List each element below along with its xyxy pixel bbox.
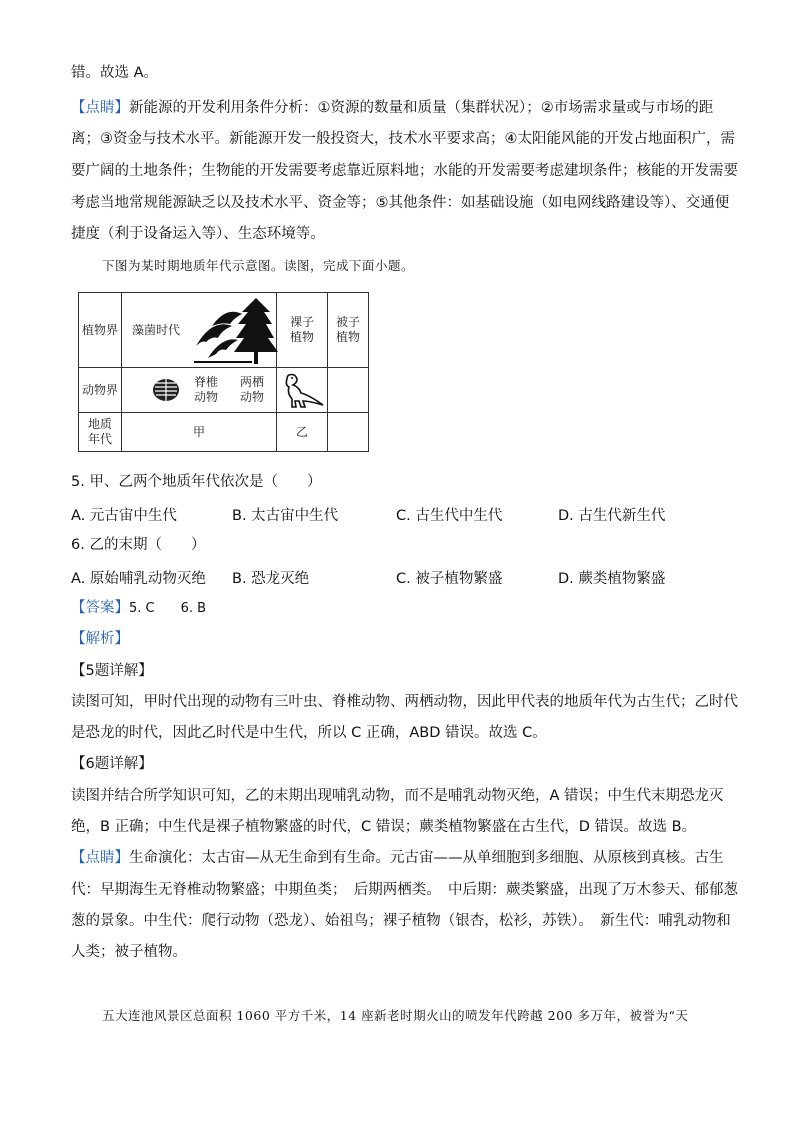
text-line: 要广阔的土地条件；生物能的开发需要考虑靠近原料地；水能的开发需要考虑建坝条件；核能的开发需要 (71, 163, 738, 179)
answer-text: 5. C 6. B (129, 601, 207, 616)
dinosaur-cell (277, 368, 327, 412)
plant-kingdom-label: 植物界 (81, 322, 118, 337)
algae-era-label: 藻菌时代 (132, 323, 181, 337)
answer-tag: 【答案】 (71, 600, 129, 616)
q6-option-a: A. 原始哺乳动物灭绝 (71, 571, 206, 587)
question-6-stem: 6. 乙的末期（ ） (71, 537, 206, 553)
question-5-stem: 5. 甲、乙两个地质年代依次是（ ） (71, 474, 322, 490)
point-text: 新能源的开发利用条件分析：①资源的数量和质量（集群状况）；②市场需求量或与市场的距 (129, 100, 714, 116)
q5-option-b: B. 太古宙中生代 (232, 508, 339, 524)
trilobite-icon (150, 375, 182, 405)
angiosperm-label: 被子 植物 (335, 315, 360, 344)
era-yi: 乙 (295, 424, 308, 439)
text-line: 捷度（利于设备运入等）、生态环境等。 (71, 226, 325, 242)
q6-option-b: B. 恐龙灭绝 (232, 571, 310, 587)
text-line: 考虑当地常规能源缺乏以及技术水平、资金等；⑤其他条件：如基础设施（如电网线路建设等）、交通便 (71, 195, 730, 211)
text-line: 离；③资金与技术水平。新能源开发一般投资大，技术水平要求高；④太阳能风能的开发占地面积广，需 (71, 131, 735, 147)
amphibian-label: 两栖 动物 (240, 375, 265, 404)
fern-forest-icon (192, 296, 278, 366)
answer-line (71, 598, 206, 619)
era-label: 地质 年代 (87, 417, 112, 446)
q6-option-d: D. 蕨类植物繁盛 (558, 571, 666, 587)
q6-option-c: C. 被子植物繁盛 (396, 571, 503, 587)
text-line: 读图可知，甲时代出现的动物有三叶虫、脊椎动物、两栖动物，因此甲代表的地质年代为古生代；乙时代 (71, 694, 738, 710)
dinosaur-icon (279, 371, 325, 409)
animal-kingdom-label: 动物界 (81, 382, 118, 397)
point-text: 生命演化：太古宙—从无生命到有生命。元古宙——从单细胞到多细胞、从原核到真核。古生 (129, 850, 724, 866)
question-intro: 下图为某时期地质年代示意图。读图，完成下面小题。 (102, 258, 415, 273)
animal-cell (122, 368, 276, 412)
era-jia: 甲 (192, 424, 205, 439)
analysis-tag: 【解析】 (71, 631, 129, 647)
empty-cell (328, 368, 368, 412)
text-line: 绝，B 正确；中生代是裸子植物繁盛的时代，C 错误；蕨类植物繁盛在古生代，D 错误。故选 B。 (71, 819, 697, 835)
point-tag: 【点睛】 (71, 850, 129, 866)
text-line: 错。故选 A。 (71, 65, 159, 81)
text-line: 读图并结合所学知识可知，乙的末期出现哺乳动物，而不是哺乳动物灭绝，A 错误；中生代末期恐龙灭 (71, 788, 724, 804)
q5-option-d: D. 古生代新生代 (558, 508, 666, 524)
text-line: 是恐龙的时代，因此乙时代是中生代，所以 C 正确，ABD 错误。故选 C。 (71, 725, 547, 741)
empty-cell (328, 413, 368, 451)
text-line: 代：早期海生无脊椎动物繁盛；中期鱼类； 后期两栖类。 中后期：蕨类繁盛，出现了万木参天、郁郁葱 (71, 882, 738, 898)
gymnosperm-label: 裸子 植物 (289, 315, 314, 344)
next-question-intro: 五大连池风景区总面积 1060 平方千米，14 座新老时期火山的喷发年代跨越 200 多万年，被誉为“天 (102, 1008, 689, 1023)
vertebrate-label: 脊椎 动物 (194, 375, 219, 404)
text-line (71, 848, 724, 868)
text-line (71, 98, 713, 118)
q5-option-c: C. 古生代中生代 (396, 508, 503, 524)
text-line: 人类；被子植物。 (71, 944, 187, 960)
geologic-era-table (78, 292, 369, 452)
q5-detail-tag: 【5题详解】 (71, 663, 153, 679)
point-tag: 【点睛】 (71, 100, 129, 116)
q5-option-a: A. 元古宙中生代 (71, 508, 177, 524)
text-line: 葱的景象。中生代：爬行动物（恐龙）、始祖鸟；裸子植物（银杏，松衫，苏铁）。 新生代：哺乳动物和 (71, 913, 731, 929)
plant-cell (122, 293, 276, 367)
q6-detail-tag: 【6题详解】 (71, 756, 153, 772)
